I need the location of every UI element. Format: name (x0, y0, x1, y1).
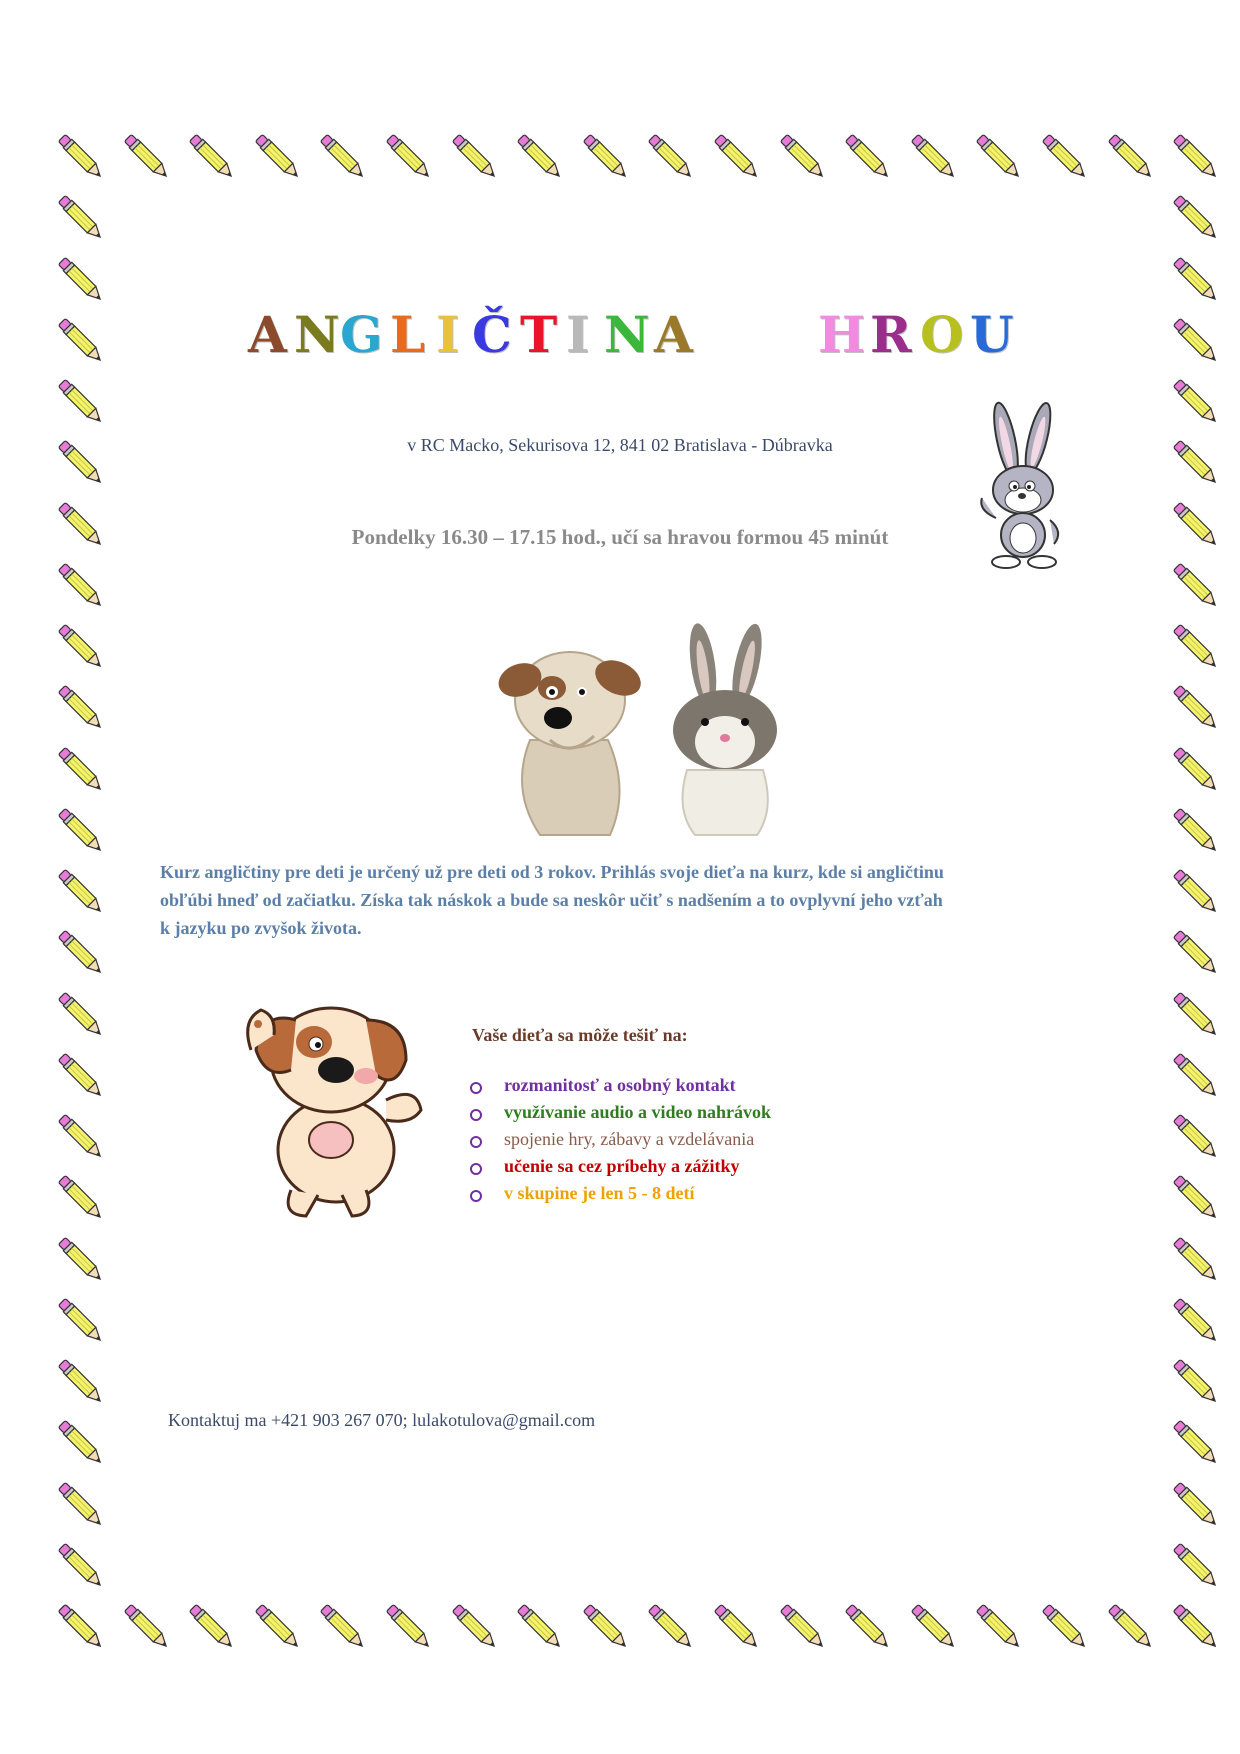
title-letter: I (566, 305, 590, 364)
benefit-text: spojenie hry, zábavy a vzdelávania (504, 1129, 755, 1149)
title-letter: U (970, 305, 1014, 364)
pencil-icon (1167, 128, 1225, 186)
title-letter: N (294, 305, 340, 364)
pencil-icon (52, 189, 110, 247)
pencil-icon (380, 128, 438, 186)
benefits-list (470, 1072, 771, 1207)
description-line: Kurz angličtiny pre deti je určený už pre deti od 3 rokov. Prihlás svoje dieťa na kurz, kde si angličtinu (160, 862, 944, 882)
pencil-icon (905, 128, 963, 186)
pencil-icon (839, 128, 897, 186)
pencil-icon (52, 679, 110, 737)
pencil-icon (1167, 373, 1225, 431)
pencil-icon (774, 128, 832, 186)
pencil-icon (52, 1476, 110, 1534)
pencil-icon (1036, 128, 1094, 186)
bullet-icon (470, 1109, 482, 1121)
pencil-icon (1167, 557, 1225, 615)
pencil-icon (577, 1598, 635, 1656)
pencil-icon (1167, 1169, 1225, 1227)
pencil-icon (249, 1598, 307, 1656)
benefits-heading: Vaše dieťa sa môže tešiť na: (472, 1025, 688, 1045)
pencil-icon (52, 986, 110, 1044)
pencil-icon (52, 557, 110, 615)
pencil-icon (52, 802, 110, 860)
dog-puppet-icon (490, 640, 650, 840)
pencil-icon (1167, 1537, 1225, 1595)
bullet-icon (470, 1190, 482, 1202)
list-item (470, 1099, 771, 1126)
pencil-icon (1167, 1047, 1225, 1105)
pencil-icon (380, 1598, 438, 1656)
list-item (470, 1180, 771, 1207)
rabbit-puppet-icon (655, 620, 795, 840)
title-letter: A (248, 305, 287, 364)
pencil-icon (52, 1353, 110, 1411)
description-line: k jazyku po zvyšok života. (160, 918, 362, 938)
course-description (160, 858, 1060, 942)
pencil-icon (970, 1598, 1028, 1656)
title-letter: T (520, 305, 558, 364)
benefit-text: učenie sa cez príbehy a zážitky (504, 1156, 740, 1176)
pencil-icon (1167, 1353, 1225, 1411)
pencil-icon (511, 128, 569, 186)
pencil-icon (642, 128, 700, 186)
list-item (470, 1072, 771, 1099)
pencil-icon (52, 1292, 110, 1350)
benefit-text: v skupine je len 5 - 8 detí (504, 1183, 695, 1203)
pencil-icon (1167, 679, 1225, 737)
flyer-title (0, 300, 1240, 370)
pencil-icon (1036, 1598, 1094, 1656)
pencil-icon (52, 1169, 110, 1227)
pencil-icon (183, 128, 241, 186)
pencil-icon (511, 1598, 569, 1656)
title-letter: L (390, 305, 426, 364)
pencil-icon (249, 128, 307, 186)
pencil-icon (1102, 128, 1160, 186)
pencil-icon (905, 1598, 963, 1656)
pencil-icon (52, 1108, 110, 1166)
contact-line: Kontaktuj ma +421 903 267 070; lulakotulova@gmail.com (168, 1410, 596, 1430)
pencil-icon (1167, 741, 1225, 799)
list-item (470, 1153, 771, 1180)
pencil-icon (52, 1047, 110, 1105)
pencil-icon (52, 863, 110, 921)
pencil-icon (52, 128, 110, 186)
pencil-icon (314, 1598, 372, 1656)
pencil-icon (52, 373, 110, 431)
title-letter: O (920, 305, 964, 364)
pencil-icon (1167, 1598, 1225, 1656)
pencil-icon (118, 1598, 176, 1656)
pencil-icon (52, 924, 110, 982)
pencil-icon (1167, 1292, 1225, 1350)
pencil-icon (642, 1598, 700, 1656)
pencil-icon (314, 128, 372, 186)
list-item (470, 1126, 771, 1153)
pencil-icon (970, 128, 1028, 186)
pencil-icon (1167, 189, 1225, 247)
pencil-icon (1167, 1476, 1225, 1534)
pencil-icon (1167, 986, 1225, 1044)
title-letter: A (654, 305, 693, 364)
address-line: v RC Macko, Sekurisova 12, 841 02 Bratislava - Dúbravka (407, 435, 833, 455)
description-line: obľúbi hneď od začiatku. Získa tak náskok a bude sa neskôr učiť s nadšením a to ovplyvní jeho vzťah (160, 890, 943, 910)
pencil-icon (52, 1537, 110, 1595)
pencil-icon (183, 1598, 241, 1656)
pencil-icon (774, 1598, 832, 1656)
title-letter: H (818, 305, 866, 364)
pencil-icon (52, 1598, 110, 1656)
schedule-line: Pondelky 16.30 – 17.15 hod., učí sa hravou formou 45 minút (351, 525, 889, 549)
pencil-icon (1167, 1414, 1225, 1472)
bullet-icon (470, 1082, 482, 1094)
pencil-icon (708, 128, 766, 186)
pencil-icon (446, 128, 504, 186)
pencil-icon (52, 1414, 110, 1472)
dog-cartoon-icon (236, 990, 426, 1220)
pencil-icon (1167, 802, 1225, 860)
title-letter: Č (472, 305, 512, 364)
bullet-icon (470, 1136, 482, 1148)
pencil-icon (446, 1598, 504, 1656)
benefit-text: využívanie audio a video nahrávok (504, 1102, 772, 1122)
title-letter: I (436, 305, 460, 364)
pencil-icon (52, 618, 110, 676)
pencil-icon (1167, 863, 1225, 921)
pencil-icon (577, 128, 635, 186)
pencil-icon (1167, 924, 1225, 982)
pencil-icon (52, 1231, 110, 1289)
pencil-icon (52, 741, 110, 799)
benefit-text: rozmanitosť a osobný kontakt (504, 1075, 736, 1095)
pencil-icon (708, 1598, 766, 1656)
pencil-icon (1102, 1598, 1160, 1656)
pencil-icon (118, 128, 176, 186)
title-letter: G (340, 305, 383, 364)
pencil-icon (839, 1598, 897, 1656)
pencil-icon (1167, 618, 1225, 676)
title-letter: N (604, 305, 650, 364)
bullet-icon (470, 1163, 482, 1175)
pencil-icon (1167, 1108, 1225, 1166)
title-letter: R (870, 305, 912, 364)
pencil-icon (1167, 1231, 1225, 1289)
